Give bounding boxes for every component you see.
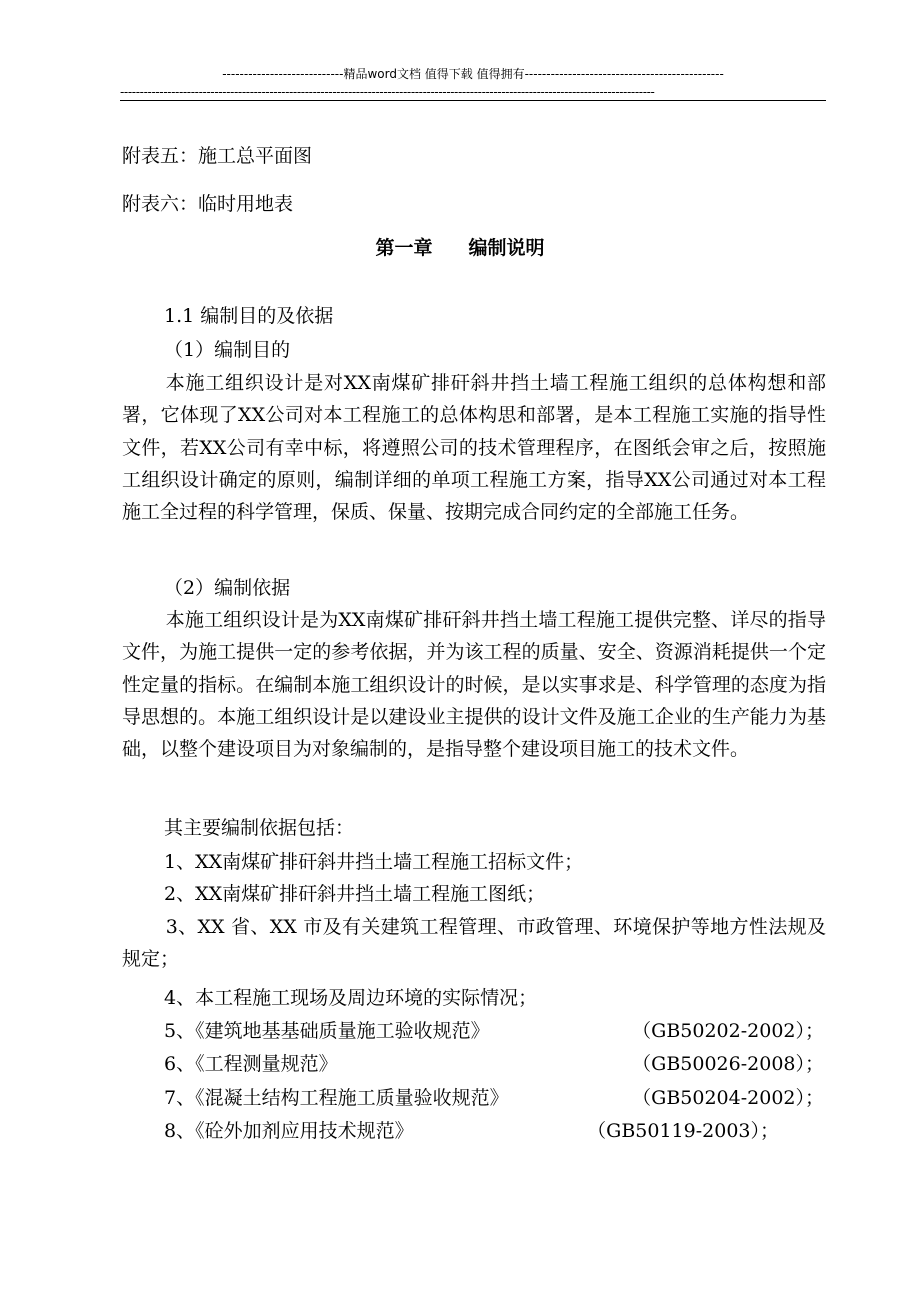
standard-ref [164, 1082, 824, 1114]
list-item: 2、XX南煤矿排矸斜井挡土墙工程施工图纸； [164, 883, 546, 905]
chapter-title: 编制说明 [468, 237, 545, 259]
list-item: 4、本工程施工现场及周边环境的实际情况； [164, 987, 538, 1009]
standard-name: 6、《工程测量规范》 [164, 1053, 338, 1075]
basis-paragraph: 本施工组织设计是为XX南煤矿排矸斜井挡土墙工程施工提供完整、详尽的指导文件，为施工提供一定的参考依据，并为该工程的质量、安全、资源消耗提供一个定性定量的指标。在编制本施工组织设计的时候，是以实事求是、科学管理的态度为指导思想的。本施工组织设计是以建设业主提供的设计文件及施工企业的生产能力为基础，以整个建设项目为对象编制的，是指导整个建设项目施工的技术文件。 [122, 609, 826, 761]
subsection-purpose: （1）编制目的 [164, 339, 291, 361]
basis-intro: 其主要编制依据包括： [164, 817, 355, 839]
standard-code: （GB50204-2002）； [632, 1087, 824, 1109]
standard-code: （GB50026-2008）； [632, 1053, 824, 1075]
appendix-6: 附表六：临时用地表 [122, 193, 294, 215]
standard-name: 5、《建筑地基基础质量施工验收规范》 [164, 1020, 490, 1042]
subsection-basis: （2）编制依据 [164, 577, 291, 599]
list-item: 3、XX 省、XX 市及有关建筑工程管理、市政管理、环境保护等地方性法规及规定； [122, 916, 826, 971]
section-heading: 1.1 编制目的及依据 [164, 305, 334, 327]
standard-code: （GB50119-2003）； [587, 1120, 779, 1142]
standard-ref [164, 1048, 824, 1080]
appendix-5: 附表五：施工总平面图 [122, 145, 313, 167]
header-rule [120, 100, 826, 101]
chapter-number: 第一章 [375, 237, 433, 259]
page-header [120, 66, 826, 100]
standard-ref [164, 1115, 824, 1147]
standard-name: 8、《砼外加剂应用技术规范》 [164, 1120, 414, 1142]
chapter-heading [0, 232, 920, 264]
standard-name: 7、《混凝土结构工程施工质量验收规范》 [164, 1087, 509, 1109]
purpose-paragraph: 本施工组织设计是对XX南煤矿排矸斜井挡土墙工程施工组织的总体构想和部署，它体现了XX公司对本工程施工的总体构思和部署，是本工程施工实施的指导性文件，若XX公司有幸中标，将遵照公司的技术管理程序，在图纸会审之后，按照施工组织设计确定的原则，编制详细的单项工程施工方案，指导XX公司通过对本工程施工全过程的科学管理，保质、保量、按期完成合同约定的全部施工任务。 [122, 372, 826, 524]
header-banner: ----------------------------精品word文档 值得下载 值得拥有---------------------------------------------- [222, 67, 724, 81]
standard-code: （GB50202-2002）； [632, 1020, 824, 1042]
header-dash-line: ---------------------------------------------------------------------------------------------------------------------------------------- [120, 85, 655, 99]
list-item: 1、XX南煤矿排矸斜井挡土墙工程施工招标文件； [164, 851, 584, 873]
standard-ref [164, 1015, 824, 1047]
